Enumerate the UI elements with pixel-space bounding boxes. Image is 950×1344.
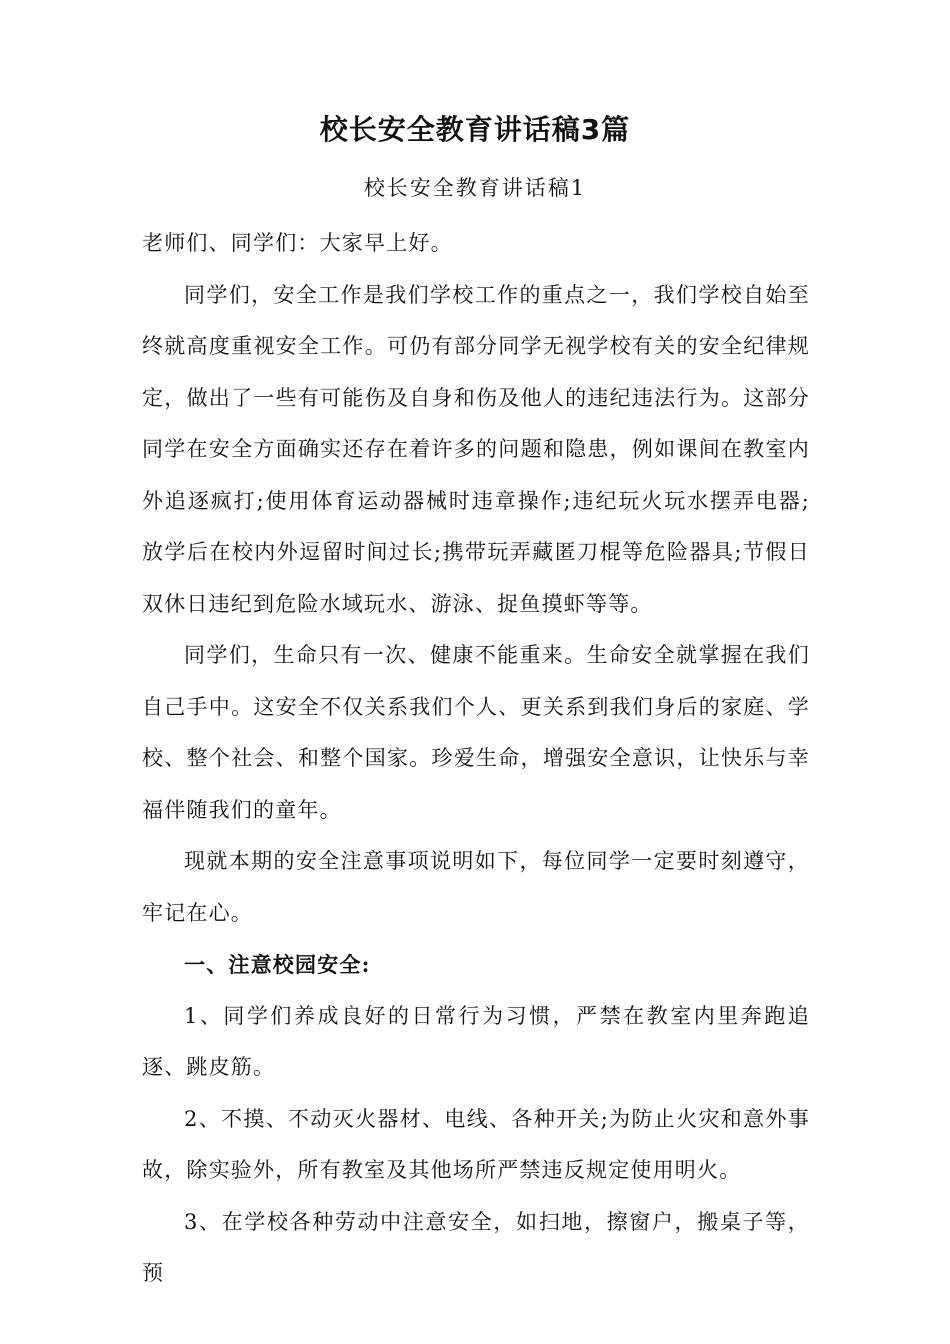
document-subtitle: 校长安全教育讲话稿1 bbox=[363, 176, 587, 200]
paragraph-cherish-life: 同学们，生命只有一次、健康不能重来。生命安全就掌握在我们自己手中。这安全不仅关系我们个人、更关系到我们身后的家庭、学校、整个社会、和整个国家。珍爱生命，增强安全意识，让快乐与幸福伴随我们的童年。 bbox=[142, 643, 810, 822]
list-item: 1、同学们养成良好的日常行为习惯，严禁在教室内里奔跑追逐、跳皮筋。 bbox=[142, 1003, 810, 1079]
paragraph-notice-intro: 现就本期的安全注意事项说明如下，每位同学一定要时刻遵守，牢记在心。 bbox=[142, 849, 810, 925]
document-body bbox=[142, 218, 810, 1300]
section-heading-campus-safety: 一、注意校园安全: bbox=[184, 952, 371, 977]
paragraph-safety-issues: 同学们，安全工作是我们学校工作的重点之一，我们学校自始至终就高度重视安全工作。可仍有部分同学无视学校有关的安全纪律规定，做出了一些有可能伤及自身和伤及他人的违纪违法行为。这部分同学在安全方面确实还存在着许多的问题和隐患，例如课间在教室内外追逐疯打;使用体育运动器械时违章操作;违纪玩火玩水摆弄电器;放学后在校内外逗留时间过长;携带玩弄藏匿刀棍等危险器具;节假日双休日违纪到危险水域玩水、游泳、捉鱼摸虾等等。 bbox=[142, 282, 810, 616]
list-item: 2、不摸、不动灭火器材、电线、各种开关;为防止火灾和意外事故，除实验外，所有教室及其他场所严禁违反规定使用明火。 bbox=[142, 1106, 810, 1182]
greeting-line: 老师们、同学们：大家早上好。 bbox=[142, 231, 453, 255]
list-item: 3、在学校各种劳动中注意安全，如扫地，擦窗户，搬桌子等，预 bbox=[142, 1209, 810, 1285]
document-title: 校长安全教育讲话稿3篇 bbox=[319, 113, 631, 146]
